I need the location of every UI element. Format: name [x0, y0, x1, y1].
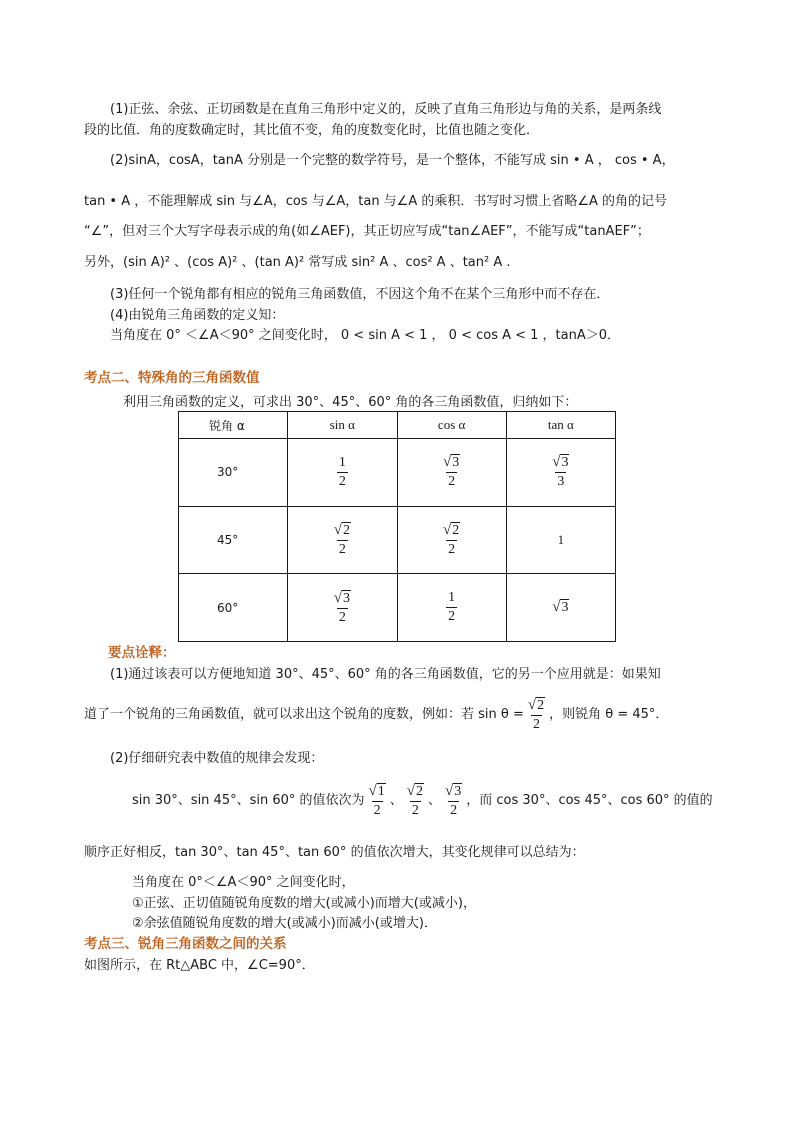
note1-fraction: $\frac{√2}{2}$: [527, 697, 545, 732]
section3-heading: 考点三、锐角三角函数之间的关系: [84, 936, 287, 952]
para2-line1: (2)sinA，cosA，tanA 分别是一个完整的数学符号，是一个整体，不能写成 sin • A ， cos • A，: [110, 153, 675, 168]
para1-line2: 段的比值．角的度数确定时，其比值不变，角的度数变化时，比值也随之变化．: [84, 123, 540, 138]
sin-30: $\frac{1}{2}$: [288, 439, 397, 507]
para3: (3)任何一个锐角都有相应的锐角三角函数值，不因这个角不在某个三角形中而不存在．: [110, 287, 610, 302]
note2-separator-2: 、: [428, 793, 442, 808]
trig-value-table: [178, 411, 616, 642]
cos-30: $\frac{√3}{2}$: [397, 439, 506, 507]
header-cos: cos α: [397, 412, 506, 439]
note1-line2: [84, 698, 668, 732]
table-row-45: [179, 506, 616, 574]
tan-60: √3: [506, 574, 615, 642]
para2-line3: “∠”，但对三个大写字母表示成的角(如∠AEF)，其正切应写成“tan∠AEF”，不能写成“tanAEF”；: [84, 224, 650, 239]
note2-line2-text-a: sin 30°、sin 45°、sin 60° 的值依次为: [132, 793, 365, 808]
note2-line6: ②余弦值随锐角度数的增大(或减小)而减小(或增大)．: [132, 916, 437, 931]
note2-separator-1: 、: [389, 793, 403, 808]
table-row-30: [179, 439, 616, 507]
sin-45: $\frac{√2}{2}$: [288, 506, 397, 574]
note1-line1: (1)通过该表可以方便地知道 30°、45°、60° 角的各三角函数值，它的另一个应用就是：如果知: [110, 667, 661, 682]
angle-30: 30°: [179, 439, 288, 507]
table-header-row: [179, 412, 616, 439]
note2-line2: [132, 783, 713, 819]
para4: (4)由锐角三角函数的定义知：: [110, 308, 285, 323]
section2-intro: 利用三角函数的定义，可求出 30°、45°、60° 角的各三角函数值，归纳如下：: [123, 395, 578, 410]
header-tan: tan α: [506, 412, 615, 439]
header-angle: 锐角 α: [179, 412, 288, 439]
note2-line5: ①正弦、正切值随锐角度数的增大(或减小)而增大(或减小)，: [132, 896, 476, 911]
note2-line1: (2)仔细研究表中数值的规律会发现：: [110, 751, 324, 766]
note1-line2-text-a: 道了一个锐角的三角函数值，就可以求出这个锐角的度数，例如：若 sin θ =: [84, 707, 524, 722]
tan-45: 1: [506, 506, 615, 574]
para1-line1: (1)正弦、余弦、正切函数是在直角三角形中定义的，反映了直角三角形边与角的关系，是两条线: [110, 102, 662, 117]
note2-fraction-3: $\frac{√3}{2}$: [445, 783, 462, 818]
note1-line2-text-b: ，则锐角 θ = 45°．: [549, 707, 669, 722]
table-row-60: [179, 574, 616, 642]
para2-line2: tan • A ，不能理解成 sin 与∠A，cos 与∠A，tan 与∠A 的乘积．书写时习惯上省略∠A 的角的记号: [84, 194, 668, 209]
sin-60: $\frac{√3}{2}$: [288, 574, 397, 642]
note-heading: 要点诠释：: [108, 645, 176, 661]
section2-heading: 考点二、特殊角的三角函数值: [84, 370, 260, 386]
para2-line4: 另外，(sin A)² 、(cos A)² 、(tan A)² 常写成 sin² A 、cos² A 、tan² A .: [84, 255, 511, 270]
note2-fraction-1: $\frac{√1}{2}$: [368, 783, 385, 818]
note2-fraction-2: $\frac{√2}{2}$: [406, 783, 424, 818]
cos-45: $\frac{√2}{2}$: [397, 506, 506, 574]
note2-line3: 顺序正好相反，tan 30°、tan 45°、tan 60° 的值依次增大，其变化规律可以总结为：: [84, 845, 585, 860]
section3-line1: 如图所示，在 Rt△ABC 中，∠C=90°．: [84, 958, 315, 973]
cos-60: $\frac{1}{2}$: [397, 574, 506, 642]
note2-line2-text-b: ，而 cos 30°、cos 45°、cos 60° 的值的: [466, 793, 713, 808]
note2-line4: 当角度在 0°＜∠A＜90° 之间变化时，: [132, 875, 355, 890]
para5: 当角度在 0° ＜∠A＜90° 之间变化时， 0 < sin A < 1 ， 0 < cos A < 1 ，tanA＞0．: [110, 328, 621, 343]
angle-60: 60°: [179, 574, 288, 642]
header-sin: sin α: [288, 412, 397, 439]
angle-45: 45°: [179, 506, 288, 574]
tan-30: $\frac{√3}{3}$: [506, 439, 615, 507]
